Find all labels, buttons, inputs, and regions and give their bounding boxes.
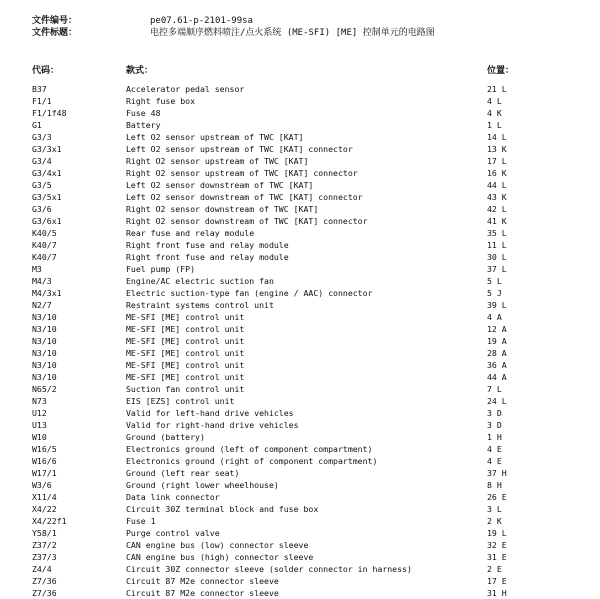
table-row [0, 179, 600, 191]
component-description: Right O2 sensor upstream of TWC [KAT] [126, 156, 309, 166]
component-position: 4 E [487, 444, 502, 454]
component-position: 14 L [487, 132, 507, 142]
component-position: 28 A [487, 348, 507, 358]
table-row [0, 395, 600, 407]
component-description: Engine/AC electric suction fan [126, 276, 274, 286]
component-position: 2 K [487, 516, 502, 526]
component-position: 30 L [487, 252, 507, 262]
component-code: N3/10 [32, 348, 57, 358]
component-description: Ground (left rear seat) [126, 468, 240, 478]
table-row [0, 263, 600, 275]
component-position: 44 L [487, 180, 507, 190]
component-position: 17 L [487, 156, 507, 166]
component-code: B37 [32, 84, 47, 94]
component-code: N2/7 [32, 300, 52, 310]
component-description: Circuit 30Z connector sleeve (solder connector in harness) [126, 564, 412, 574]
table-row [0, 359, 600, 371]
component-position: 31 E [487, 552, 507, 562]
component-position: 3 D [487, 420, 502, 430]
component-position: 21 L [487, 84, 507, 94]
doc-title: 电控多端顺序燃料喷注/点火系统 (ME-SFI) [ME] 控制单元的电路图 [150, 28, 435, 38]
component-position: 5 J [487, 288, 502, 298]
component-code: W10 [32, 432, 47, 442]
component-position: 31 H [487, 588, 507, 598]
component-position: 39 L [487, 300, 507, 310]
component-position: 5 L [487, 276, 502, 286]
component-code: M3 [32, 264, 42, 274]
table-row [0, 455, 600, 467]
table-row [0, 287, 600, 299]
component-position: 7 L [487, 384, 502, 394]
component-code: U12 [32, 408, 47, 418]
component-position: 42 L [487, 204, 507, 214]
component-code: X4/22 [32, 504, 57, 514]
component-code: N3/10 [32, 360, 57, 370]
table-row [0, 203, 600, 215]
table-row [0, 431, 600, 443]
component-position: 37 H [487, 468, 507, 478]
component-description: Fuse 48 [126, 108, 161, 118]
table-row [0, 419, 600, 431]
component-code: W16/5 [32, 444, 57, 454]
component-description: Left O2 sensor upstream of TWC [KAT] connector [126, 144, 353, 154]
component-position: 24 L [487, 396, 507, 406]
component-code: G3/6x1 [32, 216, 62, 226]
component-position: 8 H [487, 480, 502, 490]
component-position: 3 D [487, 408, 502, 418]
doc-number-label: 文件编号： [32, 16, 78, 26]
component-position: 4 L [487, 96, 502, 106]
component-position: 2 E [487, 564, 502, 574]
component-description: ME-SFI [ME] control unit [126, 372, 245, 382]
component-position: 35 L [487, 228, 507, 238]
table-row [0, 107, 600, 119]
table-row [0, 311, 600, 323]
component-code: G3/5 [32, 180, 52, 190]
column-header-description: 款式： [126, 66, 154, 76]
table-row [0, 587, 600, 599]
table-row [0, 167, 600, 179]
table-row [0, 563, 600, 575]
component-description: Right O2 sensor upstream of TWC [KAT] connector [126, 168, 358, 178]
component-description: Accelerator pedal sensor [126, 84, 245, 94]
component-code: K40/7 [32, 240, 57, 250]
component-description: Left O2 sensor downstream of TWC [KAT] connector [126, 192, 363, 202]
column-header-position: 位置： [487, 66, 515, 76]
component-description: Left O2 sensor upstream of TWC [KAT] [126, 132, 304, 142]
doc-number: pe07.61-p-2101-99sa [150, 16, 253, 26]
component-position: 41 K [487, 216, 507, 226]
table-row [0, 335, 600, 347]
component-position: 26 E [487, 492, 507, 502]
table-row [0, 155, 600, 167]
component-code: X11/4 [32, 492, 57, 502]
table-row [0, 407, 600, 419]
component-description: ME-SFI [ME] control unit [126, 348, 245, 358]
table-row [0, 347, 600, 359]
table-row [0, 515, 600, 527]
component-description: Ground (battery) [126, 432, 205, 442]
table-row [0, 527, 600, 539]
table-row [0, 443, 600, 455]
component-list [0, 83, 600, 599]
component-position: 43 K [487, 192, 507, 202]
component-position: 4 A [487, 312, 502, 322]
component-code: Z37/2 [32, 540, 57, 550]
component-code: K40/5 [32, 228, 57, 238]
component-code: Z7/36 [32, 588, 57, 598]
component-code: G3/4x1 [32, 168, 62, 178]
table-row [0, 83, 600, 95]
component-code: Z4/4 [32, 564, 52, 574]
component-code: N3/10 [32, 312, 57, 322]
component-description: ME-SFI [ME] control unit [126, 360, 245, 370]
component-description: Restraint systems control unit [126, 300, 274, 310]
component-description: Data link connector [126, 492, 220, 502]
component-description: Electric suction-type fan (engine / AAC) connector [126, 288, 373, 298]
component-description: Electronics ground (right of component compartment) [126, 456, 378, 466]
component-position: 37 L [487, 264, 507, 274]
component-position: 36 A [487, 360, 507, 370]
table-row [0, 371, 600, 383]
table-row [0, 131, 600, 143]
component-position: 19 L [487, 528, 507, 538]
column-header-code: 代码： [32, 66, 60, 76]
component-code: Z37/3 [32, 552, 57, 562]
table-row [0, 299, 600, 311]
component-code: G3/3 [32, 132, 52, 142]
component-description: Right fuse box [126, 96, 196, 106]
component-description: Right O2 sensor downstream of TWC [KAT] [126, 204, 319, 214]
component-code: X4/22f1 [32, 516, 67, 526]
component-description: Purge control valve [126, 528, 220, 538]
component-description: Circuit 30Z terminal block and fuse box [126, 504, 319, 514]
component-description: ME-SFI [ME] control unit [126, 336, 245, 346]
table-row [0, 323, 600, 335]
table-row [0, 239, 600, 251]
table-row [0, 551, 600, 563]
component-position: 17 E [487, 576, 507, 586]
component-code: G3/4 [32, 156, 52, 166]
component-code: W3/6 [32, 480, 52, 490]
component-position: 19 A [487, 336, 507, 346]
component-description: Ground (right lower wheelhouse) [126, 480, 279, 490]
component-description: Right front fuse and relay module [126, 252, 289, 262]
table-row [0, 491, 600, 503]
component-description: Suction fan control unit [126, 384, 245, 394]
table-row [0, 503, 600, 515]
component-code: N3/10 [32, 324, 57, 334]
component-code: G3/5x1 [32, 192, 62, 202]
component-description: Valid for left-hand drive vehicles [126, 408, 294, 418]
component-description: Right front fuse and relay module [126, 240, 289, 250]
component-code: M4/3 [32, 276, 52, 286]
table-row [0, 227, 600, 239]
table-row [0, 215, 600, 227]
component-description: CAN engine bus (low) connector sleeve [126, 540, 309, 550]
component-description: Valid for right-hand drive vehicles [126, 420, 299, 430]
component-code: G3/3x1 [32, 144, 62, 154]
component-code: W16/6 [32, 456, 57, 466]
component-description: Fuse 1 [126, 516, 156, 526]
component-code: N3/10 [32, 372, 57, 382]
component-position: 1 L [487, 120, 502, 130]
table-row [0, 479, 600, 491]
table-row [0, 467, 600, 479]
component-position: 4 E [487, 456, 502, 466]
component-description: ME-SFI [ME] control unit [126, 324, 245, 334]
component-description: Fuel pump (FP) [126, 264, 196, 274]
component-code: Z7/36 [32, 576, 57, 586]
table-row [0, 143, 600, 155]
component-code: K40/7 [32, 252, 57, 262]
component-description: Rear fuse and relay module [126, 228, 255, 238]
component-description: Right O2 sensor downstream of TWC [KAT] connector [126, 216, 368, 226]
table-row [0, 95, 600, 107]
component-code: G3/6 [32, 204, 52, 214]
component-position: 12 A [487, 324, 507, 334]
table-row [0, 191, 600, 203]
component-position: 1 H [487, 432, 502, 442]
component-position: 44 A [487, 372, 507, 382]
component-position: 13 K [487, 144, 507, 154]
table-row [0, 251, 600, 263]
component-description: Circuit 87 M2e connector sleeve [126, 588, 279, 598]
component-description: Circuit 87 M2e connector sleeve [126, 576, 279, 586]
component-code: Y58/1 [32, 528, 57, 538]
component-code: F1/1f48 [32, 108, 67, 118]
component-position: 16 K [487, 168, 507, 178]
component-code: G1 [32, 120, 42, 130]
component-code: F1/1 [32, 96, 52, 106]
component-description: Electronics ground (left of component compartment) [126, 444, 373, 454]
component-code: M4/3x1 [32, 288, 62, 298]
table-row [0, 119, 600, 131]
component-code: N73 [32, 396, 47, 406]
component-code: W17/1 [32, 468, 57, 478]
component-description: EIS [EZS] control unit [126, 396, 235, 406]
doc-title-label: 文件标题： [32, 28, 78, 38]
component-position: 32 E [487, 540, 507, 550]
table-row [0, 275, 600, 287]
component-description: CAN engine bus (high) connector sleeve [126, 552, 314, 562]
component-description: ME-SFI [ME] control unit [126, 312, 245, 322]
component-code: N65/2 [32, 384, 57, 394]
component-position: 11 L [487, 240, 507, 250]
component-description: Left O2 sensor downstream of TWC [KAT] [126, 180, 314, 190]
table-row [0, 575, 600, 587]
component-code: N3/10 [32, 336, 57, 346]
component-code: U13 [32, 420, 47, 430]
component-position: 4 K [487, 108, 502, 118]
component-description: Battery [126, 120, 161, 130]
table-row [0, 383, 600, 395]
component-position: 3 L [487, 504, 502, 514]
table-row [0, 539, 600, 551]
